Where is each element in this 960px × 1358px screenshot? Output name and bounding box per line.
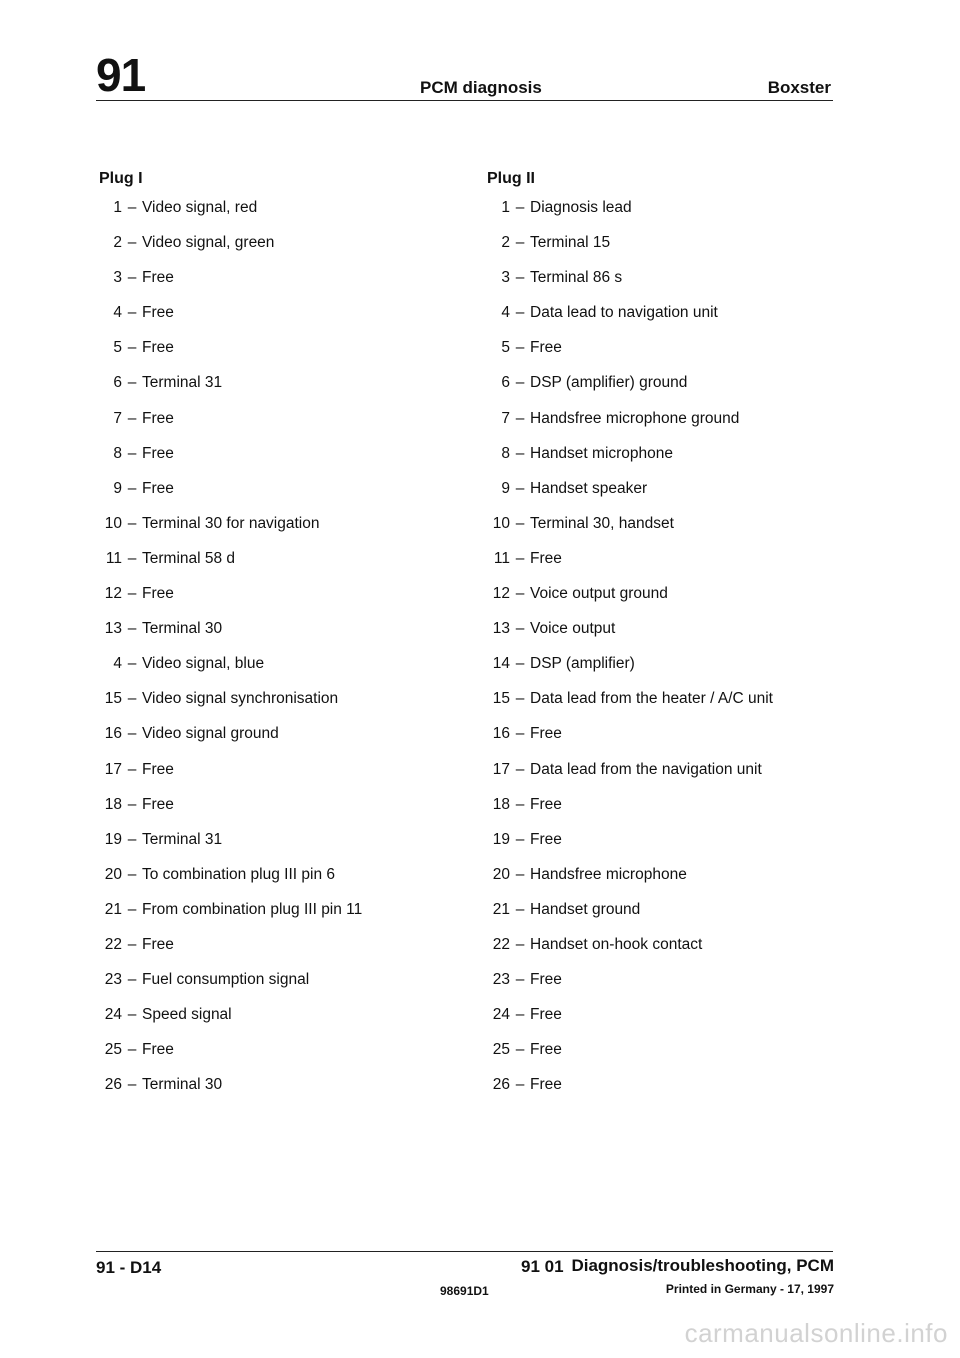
pin-dash: – [127, 935, 137, 953]
pin-description: Free [530, 830, 562, 848]
pin-row [99, 759, 459, 794]
pin-dash: – [127, 1006, 137, 1024]
pin-dash: – [515, 1041, 525, 1059]
pin-number: 23 [492, 971, 510, 989]
pin-row [487, 653, 847, 688]
pin-description: Free [142, 1041, 174, 1059]
footer-divider [96, 1251, 833, 1252]
pin-row [99, 899, 459, 934]
pin-row [99, 408, 459, 443]
pin-dash: – [515, 900, 525, 918]
pin-row [99, 583, 459, 618]
pin-description: Free [142, 304, 174, 322]
pin-description: Free [530, 1076, 562, 1094]
pin-row [487, 1004, 847, 1039]
pin-dash: – [515, 444, 525, 462]
pin-description: DSP (amplifier) [530, 655, 635, 673]
pin-number: 22 [104, 935, 122, 953]
pin-row [487, 337, 847, 372]
pin-number: 24 [104, 1006, 122, 1024]
pin-description: Voice output [530, 620, 616, 638]
pin-number: 20 [104, 865, 122, 883]
plug-ii-pin-list [487, 197, 847, 1109]
pin-dash: – [515, 690, 525, 708]
pin-dash: – [127, 900, 137, 918]
pin-row [487, 899, 847, 934]
pin-description: Data lead from the navigation unit [530, 760, 762, 778]
pin-description: Terminal 15 [530, 234, 611, 252]
pin-number: 26 [492, 1076, 510, 1094]
pin-number: 8 [113, 444, 122, 462]
pin-number: 1 [113, 199, 122, 216]
pin-number: 20 [492, 865, 510, 883]
pin-number: 25 [492, 1041, 510, 1059]
plug-i-title: Plug I [99, 170, 143, 187]
pin-description: Free [530, 795, 562, 813]
pin-number: 18 [492, 795, 510, 813]
pin-description: Video signal ground [142, 725, 279, 743]
pin-dash: – [515, 1076, 525, 1094]
pin-dash: – [127, 585, 137, 603]
pin-dash: – [515, 479, 525, 497]
pin-number: 9 [501, 479, 510, 497]
pin-dash: – [127, 830, 137, 848]
pin-description: Free [142, 935, 174, 953]
pin-number: 2 [501, 234, 510, 252]
pin-number: 12 [492, 585, 510, 603]
pin-dash: – [515, 549, 525, 567]
pin-dash: – [127, 725, 137, 743]
pin-dash: – [127, 514, 137, 532]
pin-description: Handsfree microphone ground [530, 409, 740, 427]
pin-description: Free [142, 269, 174, 287]
pin-row [487, 548, 847, 583]
pin-number: 6 [501, 374, 510, 392]
plug-ii-title: Plug II [487, 170, 535, 187]
pin-description: Free [530, 971, 562, 989]
pin-description: Handset speaker [530, 479, 648, 497]
pin-row [99, 443, 459, 478]
pin-number: 3 [113, 269, 122, 287]
pin-dash: – [515, 514, 525, 532]
pin-dash: – [127, 795, 137, 813]
pin-row [99, 1004, 459, 1039]
pin-row [99, 969, 459, 1004]
section-code: 91 01 [521, 1257, 564, 1276]
pin-number: 4 [501, 304, 510, 322]
pin-dash: – [515, 234, 525, 252]
pin-number: 22 [492, 935, 510, 953]
pin-description: Free [142, 339, 174, 357]
pin-row [99, 1074, 459, 1109]
pin-row [99, 548, 459, 583]
pin-row [487, 1074, 847, 1109]
pin-number: 12 [104, 585, 122, 603]
pin-row [487, 864, 847, 899]
pin-description: Handsfree microphone [530, 865, 687, 883]
pin-dash: – [515, 655, 525, 673]
pin-dash: – [515, 620, 525, 638]
pin-number: 24 [492, 1006, 510, 1024]
pin-row [99, 653, 459, 688]
pin-dash: – [515, 725, 525, 743]
pin-row [99, 618, 459, 653]
pin-number: 7 [113, 409, 122, 427]
pin-description: Data lead to navigation unit [530, 304, 718, 322]
pin-dash: – [127, 1076, 137, 1094]
pin-description: Video signal, green [142, 234, 275, 252]
pin-description: Free [142, 444, 174, 462]
pin-number: 21 [492, 900, 510, 918]
pin-row [487, 829, 847, 864]
page-title: PCM diagnosis [420, 78, 542, 97]
pin-number: 4 [113, 655, 122, 673]
pin-description: Speed signal [142, 1006, 232, 1024]
pin-dash: – [515, 199, 525, 216]
pin-description: Handset microphone [530, 444, 674, 462]
pin-row [487, 723, 847, 758]
pin-number: 10 [492, 514, 510, 532]
pin-dash: – [515, 795, 525, 813]
pin-description: Terminal 30 [142, 1076, 223, 1094]
pin-description: Free [142, 409, 174, 427]
print-info: Printed in Germany - 17, 1997 [665, 1282, 834, 1296]
pin-dash: – [127, 444, 137, 462]
pin-description: Free [142, 795, 174, 813]
pin-description: Handset on-hook contact [530, 935, 703, 953]
document-number: 98691D1 [440, 1284, 489, 1298]
pin-dash: – [127, 199, 137, 216]
section-title: Diagnosis/troubleshooting, PCM [571, 1256, 834, 1275]
pin-number: 10 [104, 514, 122, 532]
pin-row [487, 794, 847, 829]
pin-row [99, 829, 459, 864]
pin-dash: – [515, 760, 525, 778]
pin-row [99, 864, 459, 899]
pin-number: 13 [104, 620, 122, 638]
pin-dash: – [127, 865, 137, 883]
pin-dash: – [127, 655, 137, 673]
pin-dash: – [515, 304, 525, 322]
pin-dash: – [515, 971, 525, 989]
pin-description: Terminal 31 [142, 830, 223, 848]
pin-dash: – [127, 409, 137, 427]
pin-number: 15 [492, 690, 510, 708]
pin-description: Fuel consumption signal [142, 971, 310, 989]
pin-number: 11 [105, 549, 122, 567]
page-number: 91 - D14 [96, 1258, 162, 1277]
pin-row [99, 513, 459, 548]
model-name: Boxster [767, 78, 831, 97]
pin-number: 9 [113, 479, 122, 497]
pin-description: Voice output ground [530, 585, 668, 603]
pin-number: 11 [493, 549, 510, 567]
pin-number: 15 [104, 690, 122, 708]
pin-number: 23 [104, 971, 122, 989]
pin-dash: – [515, 830, 525, 848]
pin-dash: – [127, 304, 137, 322]
plug-i-pin-list [99, 197, 459, 1109]
pin-dash: – [515, 374, 525, 392]
pin-dash: – [127, 269, 137, 287]
pin-description: From combination plug III pin 11 [142, 900, 363, 918]
pin-row [487, 934, 847, 969]
pin-description: DSP (amplifier) ground [530, 374, 688, 392]
plug-ii-section [487, 168, 847, 1109]
pin-number: 8 [501, 444, 510, 462]
pin-dash: – [127, 1041, 137, 1059]
pin-dash: – [127, 549, 137, 567]
pin-number: 1 [501, 199, 510, 216]
pin-row [99, 478, 459, 513]
pin-description: Free [142, 585, 174, 603]
pin-number: 17 [104, 760, 122, 778]
pin-dash: – [127, 760, 137, 778]
pin-number: 5 [501, 339, 510, 357]
pin-row [487, 1039, 847, 1074]
pin-description: Terminal 30 [142, 620, 223, 638]
pin-row [99, 372, 459, 407]
pin-dash: – [127, 339, 137, 357]
pin-row [487, 688, 847, 723]
pin-description: Free [530, 725, 562, 743]
pin-row [99, 302, 459, 337]
pin-row [99, 267, 459, 302]
pin-description: Terminal 30, handset [530, 514, 674, 532]
pin-description: To combination plug III pin 6 [142, 865, 336, 883]
pin-description: Free [142, 760, 174, 778]
pin-row [487, 267, 847, 302]
pin-dash: – [515, 935, 525, 953]
pin-row [487, 302, 847, 337]
plug-i-section [99, 168, 459, 1109]
pin-dash: – [127, 234, 137, 252]
pin-description: Free [530, 1041, 562, 1059]
pin-number: 25 [104, 1041, 122, 1059]
pin-dash: – [515, 339, 525, 357]
pin-row [487, 583, 847, 618]
pin-dash: – [127, 374, 137, 392]
pin-number: 7 [501, 409, 510, 427]
pin-dash: – [127, 971, 137, 989]
pin-dash: – [515, 1006, 525, 1024]
pin-description: Terminal 58 d [142, 549, 236, 567]
pin-row [487, 618, 847, 653]
pin-number: 17 [492, 760, 510, 778]
pin-dash: – [127, 620, 137, 638]
pin-row [487, 759, 847, 794]
pin-number: 2 [113, 234, 122, 252]
pin-dash: – [515, 865, 525, 883]
pin-description: Video signal synchronisation [142, 690, 339, 708]
pin-description: Free [142, 479, 174, 497]
pin-row [99, 197, 459, 232]
pin-row [487, 513, 847, 548]
pin-row [487, 969, 847, 1004]
pin-row [99, 337, 459, 372]
pin-row [99, 688, 459, 723]
pin-description: Video signal, blue [142, 655, 265, 673]
pin-row [99, 794, 459, 829]
pin-number: 19 [492, 830, 510, 848]
pin-description: Handset ground [530, 900, 641, 918]
pin-row [99, 232, 459, 267]
pin-row [487, 408, 847, 443]
pin-dash: – [515, 269, 525, 287]
header-divider [96, 100, 833, 101]
pin-number: 6 [113, 374, 122, 392]
pin-description: Data lead from the heater / A/C unit [530, 690, 773, 708]
watermark: carmanualsonline.info [684, 1318, 948, 1348]
pin-row [99, 934, 459, 969]
pin-row [487, 232, 847, 267]
pin-number: 18 [104, 795, 122, 813]
pin-row [487, 372, 847, 407]
pin-dash: – [515, 409, 525, 427]
pin-row [487, 197, 847, 232]
pin-number: 26 [104, 1076, 122, 1094]
pin-number: 13 [492, 620, 510, 638]
pin-description: Free [530, 549, 562, 567]
pin-description: Terminal 30 for navigation [142, 514, 320, 532]
pin-row [487, 443, 847, 478]
pin-description: Diagnosis lead [530, 199, 632, 216]
pin-dash: – [515, 585, 525, 603]
chapter-number: 91 [96, 49, 146, 101]
pin-description: Terminal 31 [142, 374, 223, 392]
pin-number: 21 [104, 900, 122, 918]
pin-row [99, 1039, 459, 1074]
pin-number: 3 [501, 269, 510, 287]
pin-dash: – [127, 479, 137, 497]
pin-number: 5 [113, 339, 122, 357]
pin-number: 4 [113, 304, 122, 322]
pin-number: 16 [492, 725, 510, 743]
pin-row [99, 723, 459, 758]
pin-row [487, 478, 847, 513]
pin-number: 16 [104, 725, 122, 743]
pin-description: Free [530, 1006, 562, 1024]
pin-number: 19 [104, 830, 122, 848]
pin-dash: – [127, 690, 137, 708]
pin-description: Free [530, 339, 562, 357]
pin-description: Video signal, red [142, 199, 258, 216]
pin-description: Terminal 86 s [530, 269, 623, 287]
pin-number: 14 [492, 655, 510, 673]
